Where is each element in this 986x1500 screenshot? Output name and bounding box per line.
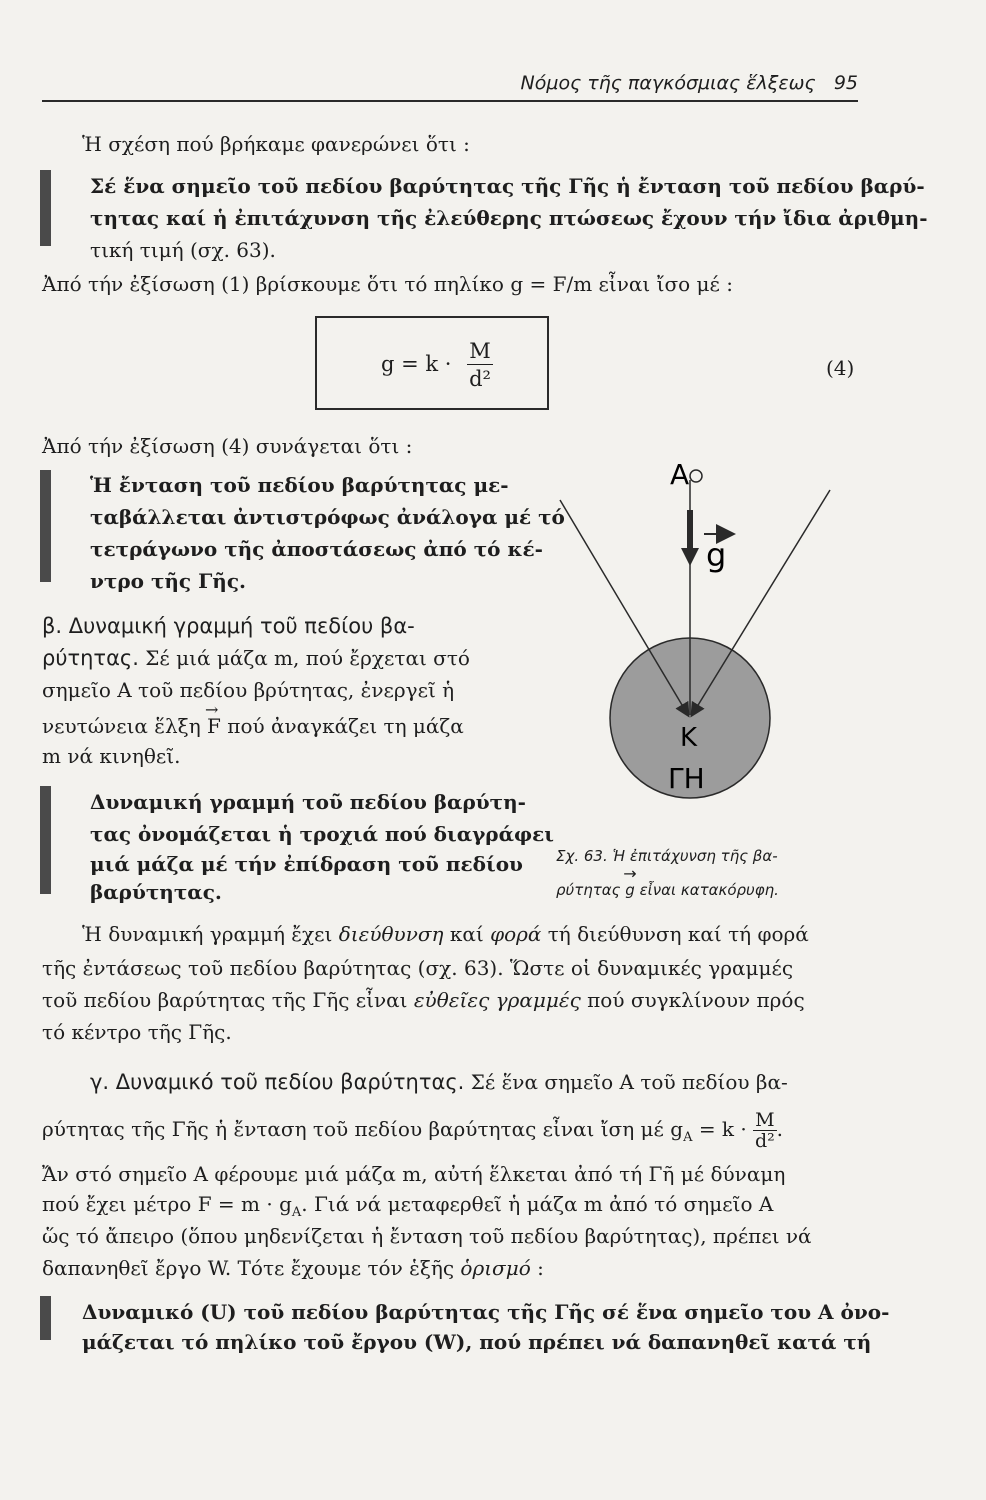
subscript: A [683,1130,693,1145]
definition-3-line: μιά μάζα μέ τήν ἐπίδραση τοῦ πεδίου [90,852,523,876]
section-c-line [90,1066,788,1098]
section-c-text: Σέ ἕνα σημεῖο Α τοῦ πεδίου βα- [470,1070,788,1094]
section-c-text: πού ἔχει μέτρο F = m · g [42,1192,292,1216]
subscript: A [291,1205,302,1220]
fraction-numerator: M [755,1109,775,1131]
g-vector-symbol: → g [625,875,635,905]
paragraph-line [42,984,805,1016]
definition-4-line: Δυναμικό (U) τοῦ πεδίου βαρύτητας τῆς Γῆς σέ ἕνα σημεῖο του Α ὀνο- [82,1300,890,1324]
section-b-heading: β. Δυναμική γραμμή τοῦ πεδίου βα- [42,614,415,638]
formula-box [315,316,549,410]
section-c-text: ρύτητας τῆς Γῆς ἡ ἔνταση τοῦ πεδίου βαρύτητας εἶναι ἴση μέ g [42,1117,684,1141]
section-b-text: Σέ μιά μάζα m, πού ἔρχεται στό [145,646,470,670]
paragraph-text: καί [449,922,484,946]
equation-number: (4) [826,356,855,380]
definition-3-line: τας ὀνομάζεται ἡ τροχιά πού διαγράφει [90,822,554,846]
paragraph-text: πού συγκλίνουν πρός [587,988,805,1012]
definition-2-line: ταβάλλεται ἀντιστρόφως ἀνάλογα μέ τό [90,505,565,529]
definition-2-line: τετράγωνο τῆς ἀποστάσεως ἀπό τό κέ- [90,537,543,561]
section-b-text: νευτώνεια ἕλξη [42,714,201,738]
section-b-line: m νά κινηθεῖ. [42,744,181,768]
force-vector-symbol: → F [207,710,221,742]
emphasis-bar [40,786,51,894]
intro-line: Ἡ σχέση πού βρήκαμε φανερώνει ὅτι : [82,132,470,156]
formula-numerator: M [467,338,493,365]
page-header [42,70,858,102]
paragraph-text: τή διεύθυνση καί τή φορά [547,922,809,946]
equation-intro: Ἀπό τήν ἐξίσωση (1) βρίσκουμε ὅτι τό πηλίκο g = F/m εἶναι ἴσο μέ : [42,272,733,296]
section-c-heading: γ. Δυναμικό τοῦ πεδίου βαρύτητας. [90,1070,465,1094]
emphasis-word: ὁρισμό [460,1256,531,1280]
emphasis-word: εὐθεῖες γραμμές [413,988,581,1012]
section-c-text: : [530,1256,544,1280]
fraction-denominator: d² [754,1130,775,1152]
section-c-line [42,1252,544,1284]
label-k: Κ [680,723,698,753]
section-b-line [42,642,470,674]
figure-caption-line: Σχ. 63. Ἡ ἐπιτάχυνση τῆς βα- [556,847,778,865]
definition-2-line: ντρο τῆς Γῆς. [90,569,246,593]
section-c-text: = k · [698,1117,747,1141]
paragraph-line: τό κέντρο τῆς Γῆς. [42,1020,232,1044]
section-c-line: ρύτητας τῆς Γῆς ἡ ἔνταση τοῦ πεδίου βαρύτητας εἶναι ἴση μέ $g_A = k$ · $\frac{M}{\text{d²}}$ . [42,1109,783,1152]
definition-1-line: τική τιμή (σχ. 63). [90,238,276,262]
section-b-heading-2: ρύτητας. [42,646,139,670]
point-a [690,470,702,482]
g-vector-shaft [687,510,693,550]
definition-2-line: Ἡ ἔνταση τοῦ πεδίου βαρύτητας με- [90,473,509,497]
paragraph-text: τοῦ πεδίου βαρύτητας τῆς Γῆς εἶναι [42,988,408,1012]
emphasis-bar [40,1296,51,1340]
section-b-text: πού ἀναγκάζει τη μάζα [227,714,464,738]
figure-caption-line [556,875,779,905]
running-header [521,72,858,94]
formula-denominator: d² [469,367,491,391]
figure-63 [540,440,870,820]
section-c-line: Ἄν στό σημεῖο Α φέρουμε μιά μάζα m, αὐτή ἕλκεται ἀπό τή Γῆ μέ δύναμη [42,1162,786,1186]
equation-4-intro: Ἀπό τήν ἐξίσωση (4) συνάγεται ὅτι : [42,434,413,458]
section-c-text: . Γιά νά μεταφερθεῖ ἡ μάζα m ἀπό τό σημεῖο Α [301,1192,774,1216]
section-b-line: σημεῖο Α τοῦ πεδίου βρύτητας, ἐνεργεῖ ἡ [42,678,455,702]
label-earth: ΓΗ [668,762,705,795]
paragraph-text: Ἡ δυναμική γραμμή ἔχει [82,922,333,946]
emphasis-bar [40,470,51,582]
section-b-line [42,710,464,742]
definition-3-line: βαρύτητας. [90,880,222,904]
label-g: g [706,536,727,574]
page-number: 95 [833,72,858,94]
paragraph-line: τῆς ἐντάσεως τοῦ πεδίου βαρύτητας (σχ. 63). Ὥστε οἱ δυναμικές γραμμές [42,956,794,980]
inline-fraction [753,1110,776,1151]
label-a: Α [670,458,690,491]
emphasis-word: διεύθυνση [338,922,444,946]
formula-lhs: g = k · [381,352,452,376]
definition-3-line: Δυναμική γραμμή τοῦ πεδίου βαρύτη- [90,790,526,814]
caption-text: εἶναι κατακόρυφη. [639,881,779,899]
emphasis-bar [40,170,51,246]
section-c-line: ὥς τό ἄπειρο (ὅπου μηδενίζεται ἡ ἔνταση τοῦ πεδίου βαρύτητας), πρέπει νά [42,1224,812,1248]
section-c-text: δαπανηθεῖ ἔργο W. Τότε ἔχουμε τόν ἑξῆς [42,1256,455,1280]
definition-4-line: μάζεται τό πηλίκο τοῦ ἔργου (W), πού πρέπει νά δαπανηθεῖ κατά τή [82,1330,872,1354]
emphasis-word: φορά [490,922,542,946]
definition-1-line: Σέ ἕνα σημεῖο τοῦ πεδίου βαρύτητας τῆς Γῆς ἡ ἔνταση τοῦ πεδίου βαρύ- [90,174,925,198]
running-title: Νόμος τῆς παγκόσμιας ἕλξεως [520,72,816,94]
g-vector-head [681,548,699,566]
caption-text: ρύτητας [556,881,621,899]
definition-1-line: τητας καί ἡ ἐπιτάχυνση τῆς ἐλεύθερης πτώσεως ἔχουν τήν ἴδια ἀριθμη- [90,206,928,230]
paragraph-line [82,918,809,950]
